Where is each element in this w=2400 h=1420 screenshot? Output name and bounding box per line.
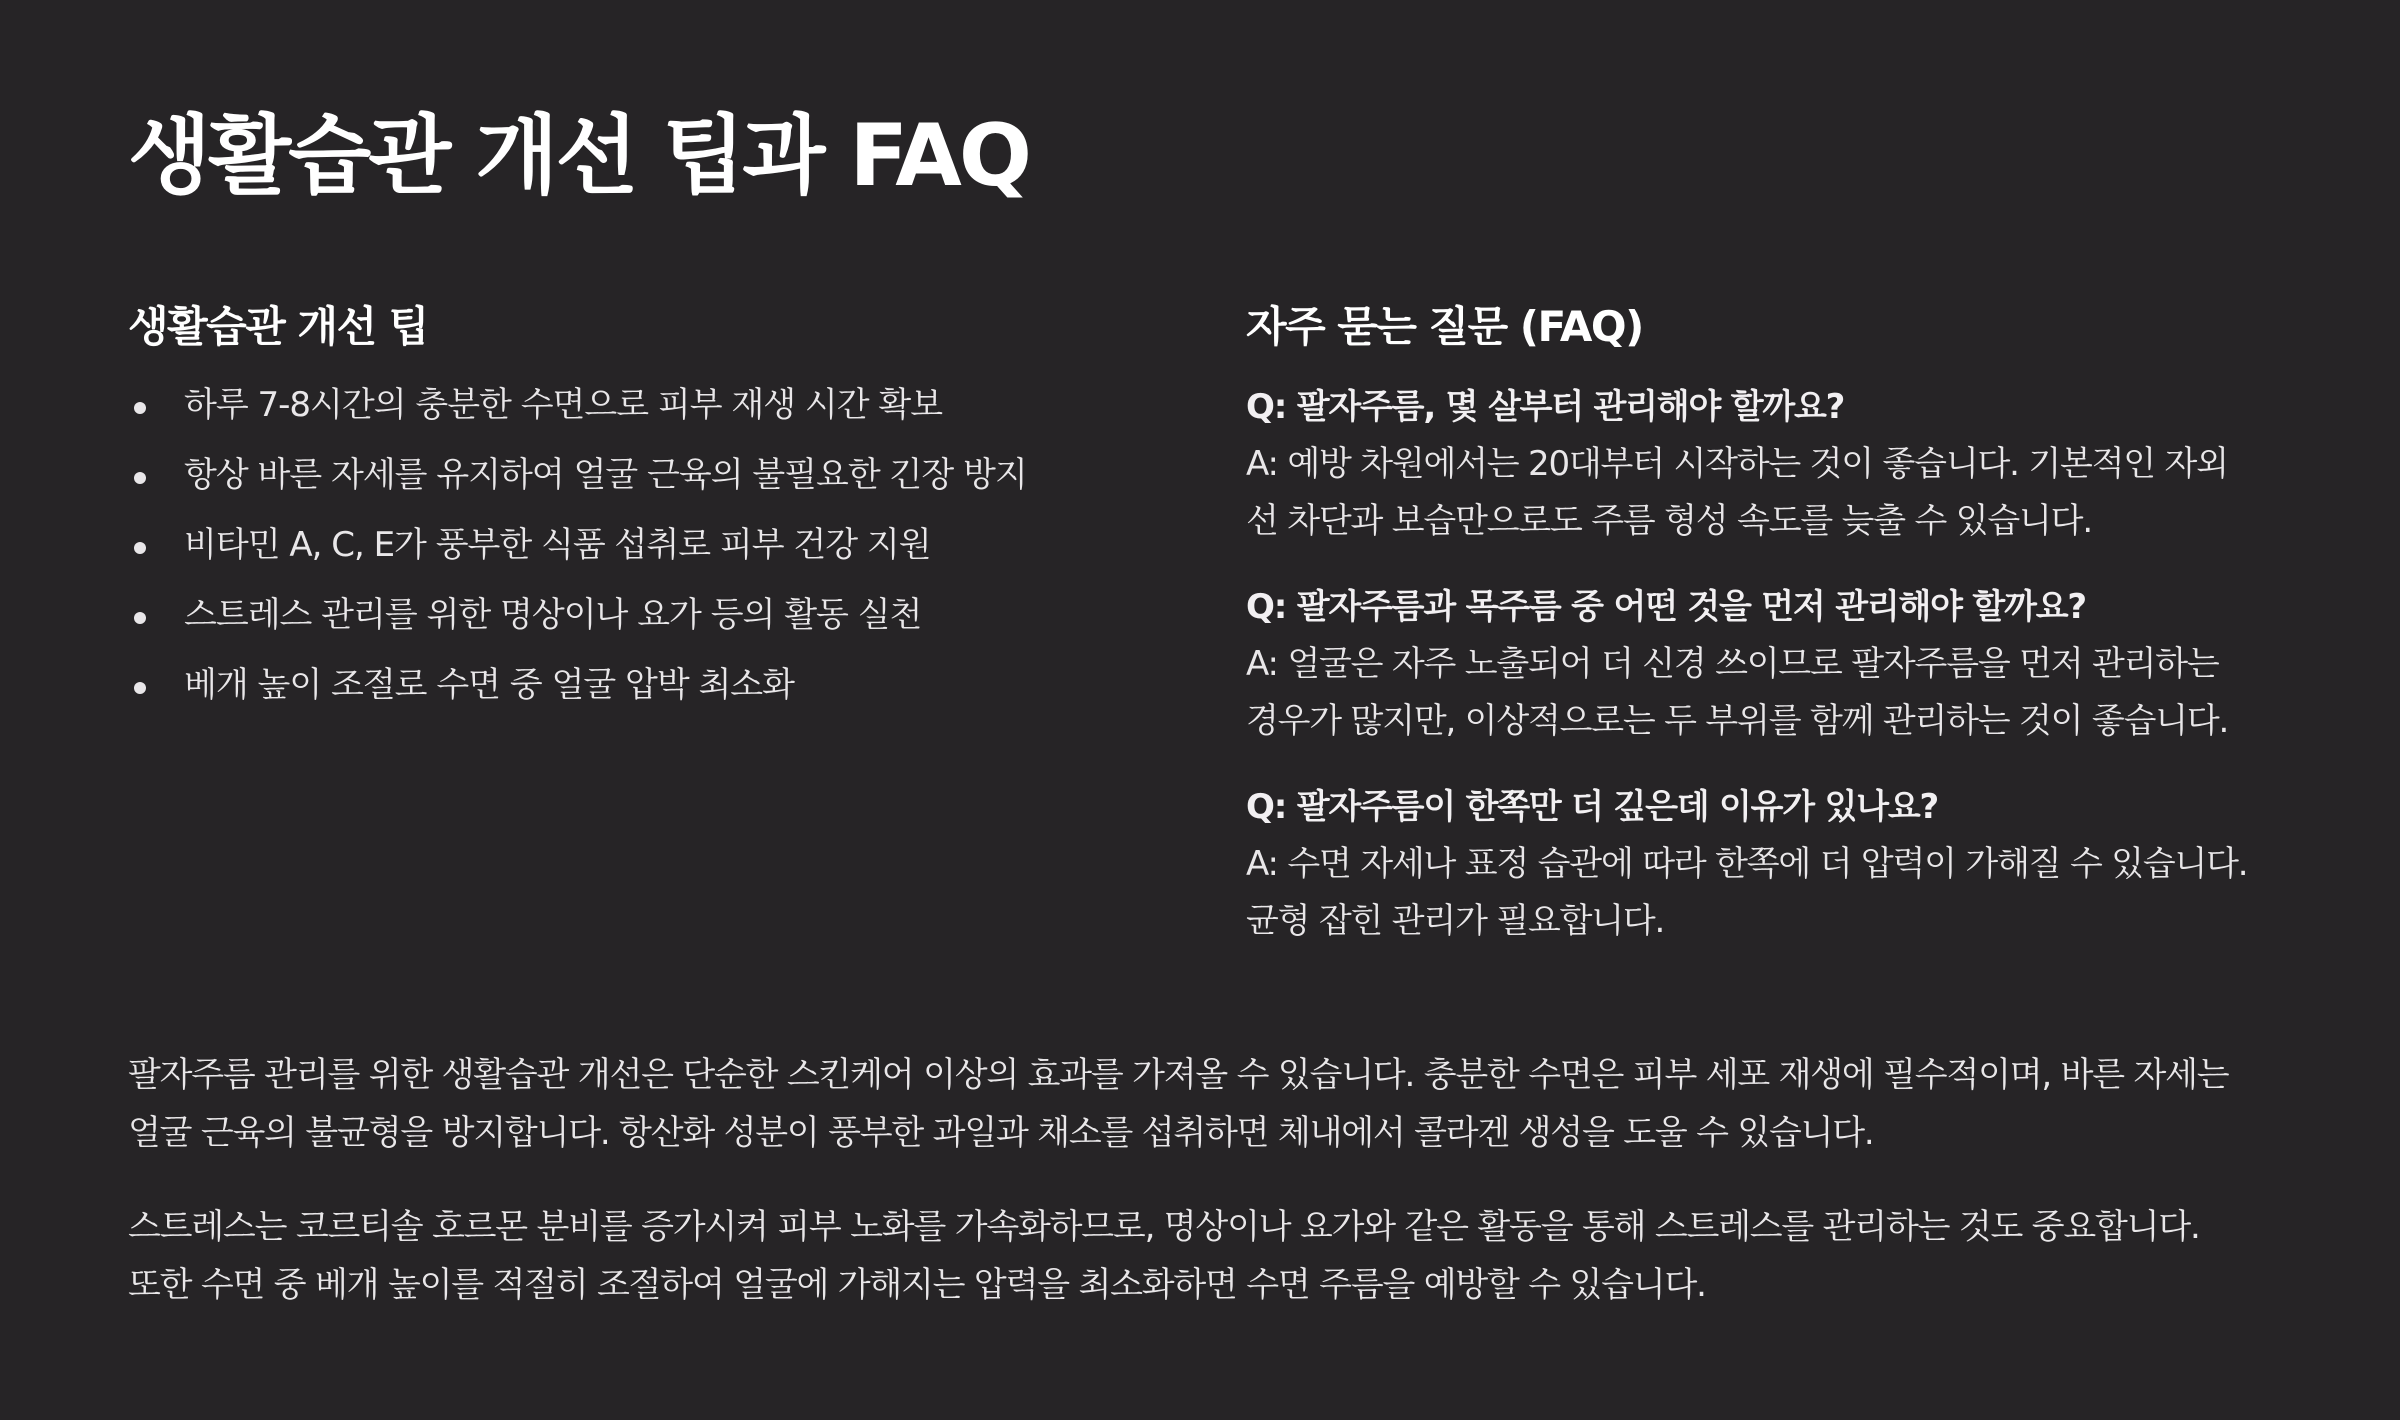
tip-item (128, 588, 1128, 658)
bullet-icon (134, 612, 146, 624)
tips-section (128, 296, 1128, 728)
faq-list (1246, 378, 2272, 950)
content-page (128, 0, 2272, 1420)
tips-heading: 생활습관 개선 팁 (128, 302, 428, 351)
paragraph-line: 얼굴 근육의 불균형을 방지합니다. 항산화 성분이 풍부한 과일과 채소를 섭취하면 체내에서 콜라겐 생성을 도울 수 있습니다. (128, 1113, 1874, 1153)
paragraph-line: 스트레스는 코르티솔 호르몬 분비를 증가시켜 피부 노화를 가속화하므로, 명상이나 요가와 같은 활동을 통해 스트레스를 관리하는 것도 중요합니다. (128, 1207, 2200, 1247)
tip-item (128, 658, 1128, 728)
faq-question: Q: 팔자주름이 한쪽만 더 깊은데 이유가 있나요? (1246, 787, 1939, 827)
faq-answer-line: 균형 잡힌 관리가 필요합니다. (1246, 901, 1665, 941)
tip-item (128, 378, 1128, 448)
faq-answer-line: 선 차단과 보습만으로도 주름 형성 속도를 늦출 수 있습니다. (1246, 501, 2092, 541)
bullet-icon (134, 542, 146, 554)
tip-item (128, 518, 1128, 588)
faq-answer-line: A: 예방 차원에서는 20대부터 시작하는 것이 좋습니다. 기본적인 자외 (1246, 444, 2228, 484)
paragraph-line: 팔자주름 관리를 위한 생활습관 개선은 단순한 스킨케어 이상의 효과를 가져올 수 있습니다. 충분한 수면은 피부 세포 재생에 필수적이며, 바른 자세는 (128, 1055, 2229, 1095)
tip-text: 비타민 A, C, E가 풍부한 식품 섭취로 피부 건강 지원 (184, 525, 931, 565)
faq-answer (1246, 636, 2272, 750)
faq-question: Q: 팔자주름과 목주름 중 어떤 것을 먼저 관리해야 할까요? (1246, 587, 2086, 627)
bullet-icon (134, 402, 146, 414)
faq-item (1246, 578, 2272, 750)
paragraph-line: 또한 수면 중 베개 높이를 적절히 조절하여 얼굴에 가해지는 압력을 최소화하면 수면 주름을 예방할 수 있습니다. (128, 1265, 1706, 1305)
faq-answer-line: A: 수면 자세나 표정 습관에 따라 한쪽에 더 압력이 가해질 수 있습니다. (1246, 844, 2248, 884)
page-title: 생활습관 개선 팁과 FAQ (128, 106, 1029, 206)
tip-text: 하루 7-8시간의 충분한 수면으로 피부 재생 시간 확보 (184, 385, 943, 425)
faq-question: Q: 팔자주름, 몇 살부터 관리해야 할까요? (1246, 387, 1845, 427)
faq-item (1246, 778, 2272, 950)
faq-heading: 자주 묻는 질문 (FAQ) (1246, 302, 1643, 351)
faq-answer-line: 경우가 많지만, 이상적으로는 두 부위를 함께 관리하는 것이 좋습니다. (1246, 701, 2229, 741)
faq-section (1246, 296, 2272, 978)
tips-list (128, 378, 1128, 728)
faq-item (1246, 378, 2272, 550)
tip-text: 베개 높이 조절로 수면 중 얼굴 압박 최소화 (184, 665, 794, 705)
faq-answer (1246, 436, 2272, 550)
bullet-icon (134, 472, 146, 484)
body-paragraph (128, 1046, 2272, 1162)
tip-item (128, 448, 1128, 518)
summary-text (128, 1046, 2272, 1350)
body-paragraph (128, 1198, 2272, 1314)
tip-text: 스트레스 관리를 위한 명상이나 요가 등의 활동 실천 (184, 595, 922, 635)
tip-text: 항상 바른 자세를 유지하여 얼굴 근육의 불필요한 긴장 방지 (184, 455, 1027, 495)
faq-answer (1246, 836, 2272, 950)
bullet-icon (134, 682, 146, 694)
faq-answer-line: A: 얼굴은 자주 노출되어 더 신경 쓰이므로 팔자주름을 먼저 관리하는 (1246, 644, 2219, 684)
